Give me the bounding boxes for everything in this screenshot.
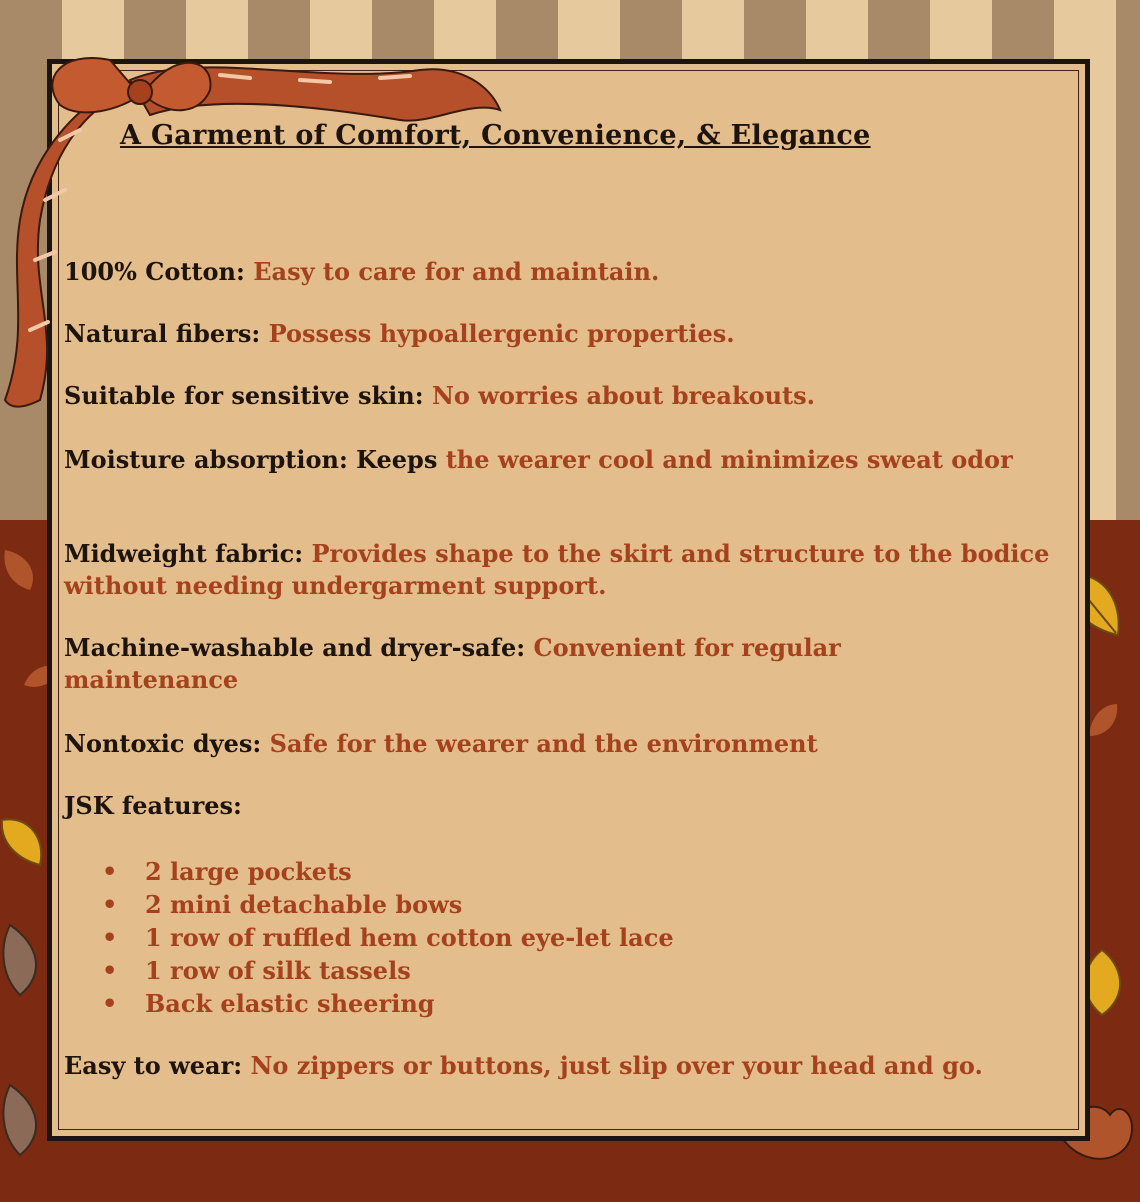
autumn-leaf-icon xyxy=(0,1080,50,1160)
feature-natural-fibers xyxy=(64,318,1064,350)
feature-text: the wearer cool and minimizes sweat odor xyxy=(445,445,1013,474)
feature-text: Safe for the wearer and the environment xyxy=(269,729,818,758)
feature-easy-to-wear xyxy=(64,1050,1034,1082)
feature-label: Moisture absorption: Keeps xyxy=(64,445,438,474)
autumn-leaf-icon xyxy=(0,920,48,1000)
feature-text: No worries about breakouts. xyxy=(431,381,815,410)
list-item: • 2 mini detachable bows xyxy=(100,888,674,921)
feature-label: Natural fibers: xyxy=(64,319,261,348)
list-item: • 1 row of ruffled hem cotton eye-let lace xyxy=(100,921,674,954)
autumn-leaf-icon xyxy=(1085,700,1121,740)
feature-sensitive-skin xyxy=(64,380,1064,412)
feature-label: Nontoxic dyes: xyxy=(64,729,262,758)
page-title: A Garment of Comfort, Convenience, & Elegance xyxy=(120,120,871,151)
jsk-features-heading: JSK features: xyxy=(64,791,242,820)
feature-machine-washable xyxy=(64,632,1014,696)
feature-text: Easy to care for and maintain. xyxy=(253,257,660,286)
feature-text: Possess hypoallergenic properties. xyxy=(268,319,735,348)
list-item: • Back elastic sheering xyxy=(100,987,674,1020)
feature-text: No zippers or buttons, just slip over your head and go. xyxy=(250,1051,983,1080)
feature-cotton xyxy=(64,256,1064,288)
jsk-features-list xyxy=(100,855,674,1020)
feature-nontoxic-dyes xyxy=(64,728,1064,760)
feature-moisture xyxy=(64,444,1024,476)
list-item: • 2 large pockets xyxy=(100,855,674,888)
ribbon-bow-icon xyxy=(0,30,520,420)
feature-text: Provides shape to the skirt and structure to the bodice without needing undergarment support. xyxy=(64,539,1050,600)
feature-label: Easy to wear: xyxy=(64,1051,243,1080)
feature-label: Midweight fabric: xyxy=(64,539,304,568)
feature-midweight xyxy=(64,538,1064,602)
list-item: • 1 row of silk tassels xyxy=(100,954,674,987)
autumn-leaf-icon xyxy=(0,810,48,870)
feature-label: 100% Cotton: xyxy=(64,257,245,286)
autumn-leaf-icon xyxy=(0,545,40,595)
feature-text: Convenient for regular maintenance xyxy=(64,633,841,694)
feature-label: Suitable for sensitive skin: xyxy=(64,381,424,410)
feature-label: Machine-washable and dryer-safe: xyxy=(64,633,526,662)
